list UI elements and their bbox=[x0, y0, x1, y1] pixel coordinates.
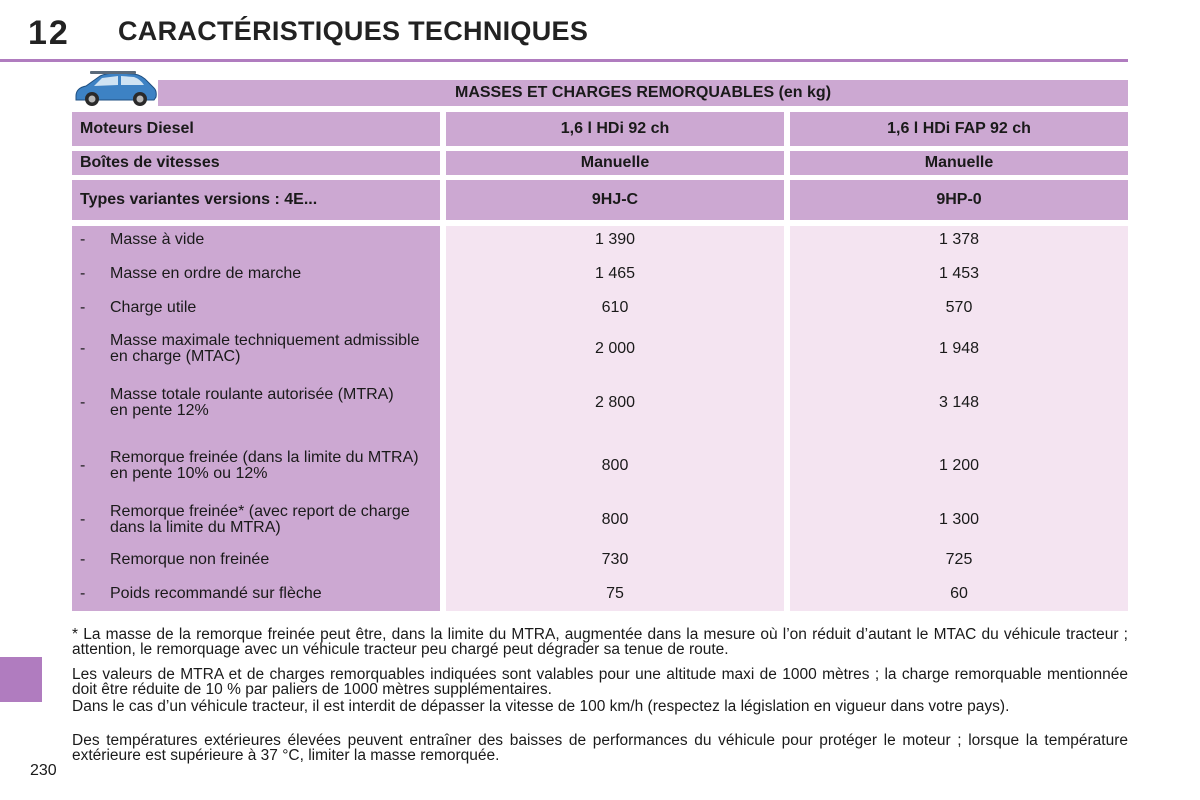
page-number: 230 bbox=[30, 762, 57, 779]
row-value-1: 2 000 bbox=[594, 340, 636, 357]
title-divider bbox=[0, 59, 1128, 62]
row-label: Masse en ordre de marche bbox=[110, 265, 302, 282]
note-temperature: Des températures extérieures élevées peuvent entraîner des baisses de performances du véhicule pour protéger le moteur ; lorsque la température extérieure est supérieure à 37 °C, limiter la masse remorquée. bbox=[72, 732, 1128, 764]
table-row bbox=[72, 231, 1128, 249]
row-value-2: 1 948 bbox=[938, 340, 980, 357]
gearbox-1: Manuelle bbox=[446, 151, 784, 175]
bullet-dash: - bbox=[80, 511, 86, 528]
engines-row bbox=[72, 112, 1128, 146]
table-row bbox=[72, 585, 1128, 603]
table-row bbox=[72, 299, 1128, 317]
engine-1: 1,6 l HDi 92 ch bbox=[446, 112, 784, 146]
row-label: Masse totale roulante autorisée (MTRA) en pente 12% bbox=[110, 386, 394, 419]
bullet-dash: - bbox=[80, 299, 86, 316]
asterisk-footnote: * La masse de la remorque freinée peut être, dans la limite du MTRA, augmentée dans la mesure où l’on réduit d’autant le MTAC du véhicule tracteur ; attention, le remorquage avec un véhicule tracteur peu chargé peut dégrader sa tenue de route. bbox=[72, 626, 1128, 658]
engine-2: 1,6 l HDi FAP 92 ch bbox=[790, 112, 1128, 146]
chapter-number: 12 bbox=[28, 14, 70, 52]
row-value-2: 1 453 bbox=[938, 265, 980, 282]
row-value-2: 3 148 bbox=[938, 394, 980, 411]
row-value-1: 730 bbox=[601, 551, 629, 568]
type-2: 9HP-0 bbox=[790, 180, 1128, 220]
row-value-1: 1 465 bbox=[594, 265, 636, 282]
row-value-1: 75 bbox=[606, 585, 624, 602]
row-label: Poids recommandé sur flèche bbox=[110, 585, 322, 602]
table-row bbox=[72, 265, 1128, 283]
bullet-dash: - bbox=[80, 265, 86, 282]
row-value-2: 1 378 bbox=[938, 231, 980, 248]
row-value-1: 800 bbox=[601, 511, 629, 528]
row-value-2: 570 bbox=[945, 299, 973, 316]
bullet-dash: - bbox=[80, 551, 86, 568]
page-title: CARACTÉRISTIQUES TECHNIQUES bbox=[118, 16, 589, 46]
row-label: Remorque freinée (dans la limite du MTRA) en pente 10% ou 12% bbox=[110, 449, 419, 482]
bullet-dash: - bbox=[80, 231, 86, 248]
table-row bbox=[72, 379, 1128, 427]
type-1: 9HJ-C bbox=[446, 180, 784, 220]
table-row bbox=[72, 504, 1128, 536]
note-speed-limit: Dans le cas d’un véhicule tracteur, il est interdit de dépasser la vitesse de 100 km/h (respectez la législation en vigueur dans votre pays). bbox=[72, 698, 1010, 715]
engines-label: Moteurs Diesel bbox=[72, 112, 440, 146]
table-row bbox=[72, 442, 1128, 490]
row-label: Charge utile bbox=[110, 299, 197, 316]
table-title: MASSES ET CHARGES REMORQUABLES (en kg) bbox=[158, 80, 1128, 106]
bullet-dash: - bbox=[80, 457, 86, 474]
row-value-2: 1 300 bbox=[938, 511, 980, 528]
gearbox-label: Boîtes de vitesses bbox=[72, 151, 440, 175]
row-value-2: 725 bbox=[945, 551, 973, 568]
table-row bbox=[72, 551, 1128, 569]
row-label: Remorque non freinée bbox=[110, 551, 270, 568]
row-value-1: 610 bbox=[601, 299, 629, 316]
row-label: Masse maximale techniquement admissible en charge (MTAC) bbox=[110, 332, 420, 365]
chapter-tab bbox=[0, 657, 42, 702]
bullet-dash: - bbox=[80, 585, 86, 602]
row-label: Remorque freinée* (avec report de charge dans la limite du MTRA) bbox=[110, 503, 410, 536]
note-altitude: Les valeurs de MTRA et de charges remorquables indiquées sont valables pour une altitude maxi de 1000 mètres ; la charge remorquable mentionnée doit être réduite de 10 % par paliers de 1000 mètres supplémentaires. bbox=[72, 666, 1128, 698]
row-value-2: 1 200 bbox=[938, 457, 980, 474]
bullet-dash: - bbox=[80, 340, 86, 357]
bullet-dash: - bbox=[80, 394, 86, 411]
gearbox-2: Manuelle bbox=[790, 151, 1128, 175]
table-row bbox=[72, 333, 1128, 365]
row-value-1: 2 800 bbox=[594, 394, 636, 411]
row-value-2: 60 bbox=[950, 585, 968, 602]
row-value-1: 1 390 bbox=[594, 231, 636, 248]
types-label: Types variantes versions : 4E... bbox=[72, 180, 440, 220]
row-value-1: 800 bbox=[601, 457, 629, 474]
gearbox-row bbox=[72, 151, 1128, 175]
car-icon bbox=[72, 68, 158, 108]
types-row bbox=[72, 180, 1128, 220]
row-label: Masse à vide bbox=[110, 231, 205, 248]
